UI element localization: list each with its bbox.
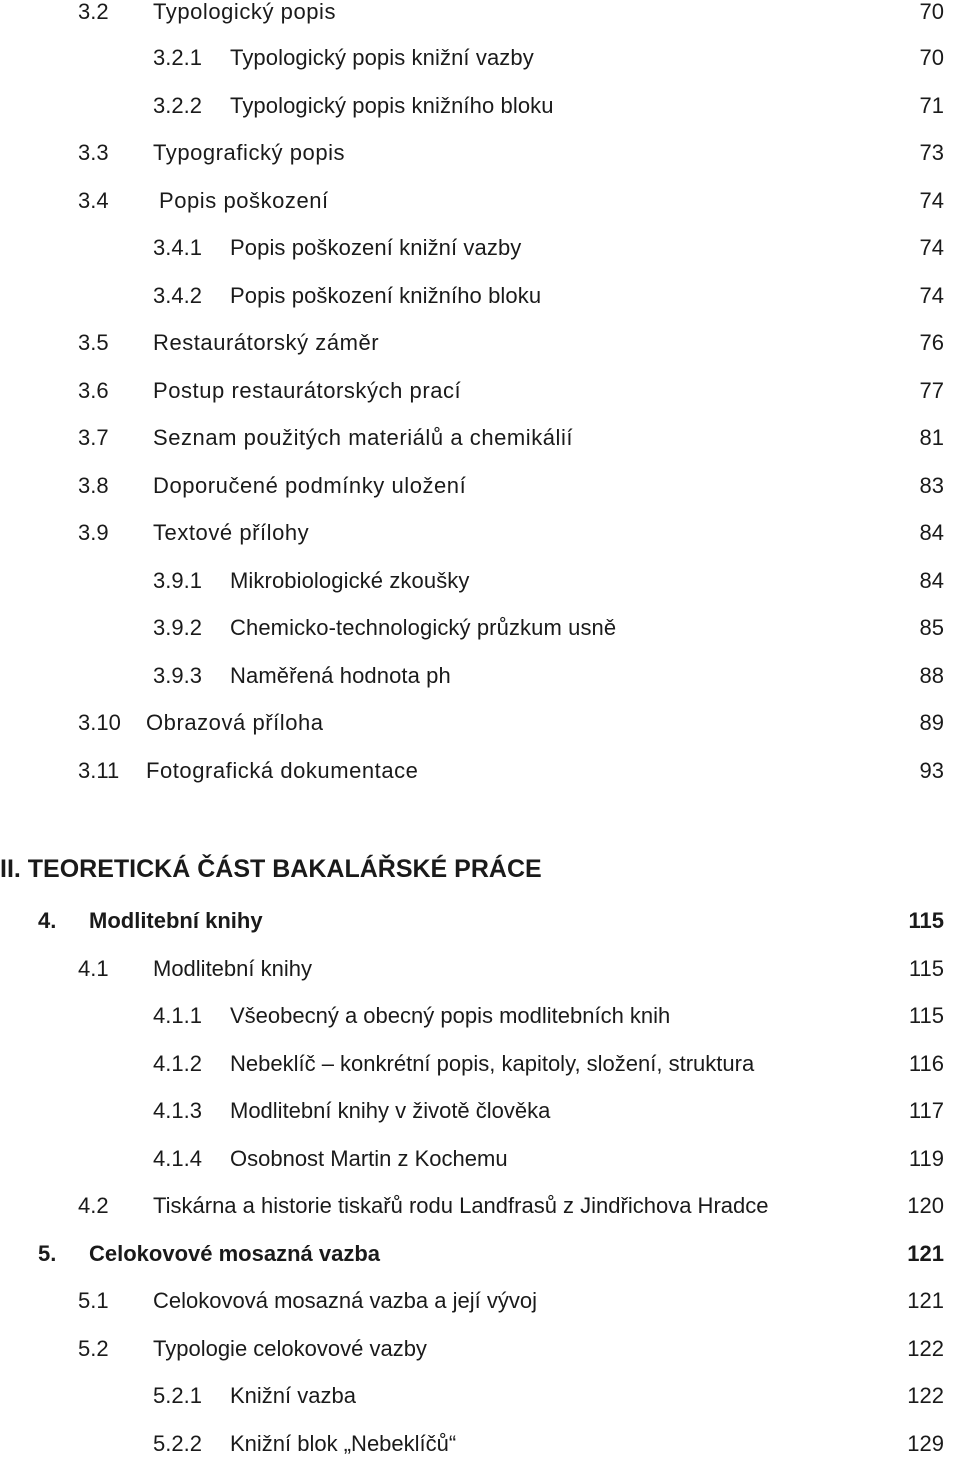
toc-entry-number: 4.1.2: [153, 1051, 202, 1076]
toc-entry-page: 121: [907, 1288, 944, 1313]
toc-entry-title: Popis poškození knižní vazby: [230, 235, 522, 260]
toc-entry-page: 73: [919, 140, 944, 165]
toc-entry-number: 3.5: [78, 330, 109, 355]
toc-entry[interactable]: [0, 1428, 960, 1460]
toc-entry-title: Osobnost Martin z Kochemu: [230, 1146, 508, 1171]
toc-entry[interactable]: [0, 42, 960, 74]
toc-entry-page: 115: [908, 956, 944, 981]
toc-entry-number: 4.: [38, 908, 57, 933]
toc-entry[interactable]: [0, 90, 960, 122]
toc-entry-number: 5.2: [78, 1336, 109, 1361]
toc-entry-page: 74: [919, 235, 944, 260]
toc-entry-number: 3.2: [78, 0, 109, 24]
toc-entry-title: Typologický popis knižní vazby: [230, 45, 534, 70]
toc-entry-title: Modlitební knihy: [153, 956, 312, 981]
toc-entry-page: 119: [908, 1146, 944, 1171]
toc-entry-title: Restaurátorský záměr: [153, 330, 380, 355]
toc-entry[interactable]: [0, 422, 960, 454]
toc-entry[interactable]: [0, 1048, 960, 1080]
toc-entry-page: 116: [908, 1051, 944, 1076]
toc-entry-title: Knižní blok „Nebeklíčů“: [230, 1431, 457, 1456]
part-heading: [0, 851, 960, 887]
toc-entry-number: 4.1.1: [153, 1003, 202, 1028]
toc-entry-title: Typologie celokovové vazby: [153, 1336, 427, 1361]
toc-entry[interactable]: [0, 470, 960, 502]
toc-entry-page: 117: [908, 1098, 944, 1123]
toc-entry-page: 76: [919, 330, 944, 355]
toc-entry[interactable]: [0, 327, 960, 359]
toc-entry[interactable]: [0, 755, 960, 787]
toc-entry-page: 89: [919, 710, 944, 735]
toc-entry-title: Modlitební knihy: [89, 908, 263, 933]
toc-entry-number: 4.1.4: [153, 1146, 202, 1171]
toc-entry-page: 83: [919, 473, 944, 498]
toc-entry-page: 88: [919, 663, 944, 688]
toc-entry-number: 3.9.3: [153, 663, 202, 688]
toc-entry-title: Seznam použitých materiálů a chemikálií: [153, 425, 574, 450]
toc-entry-page: 120: [907, 1193, 944, 1218]
toc-entry[interactable]: [0, 660, 960, 692]
toc-entry[interactable]: [0, 137, 960, 169]
toc-entry[interactable]: [0, 1143, 960, 1175]
toc-entry-title: Chemicko-technologický průzkum usně: [230, 615, 617, 640]
toc-entry-page: 121: [907, 1241, 944, 1266]
toc-entry-number: 5.2.2: [153, 1431, 202, 1456]
toc-entry[interactable]: [0, 1380, 960, 1412]
toc-entry-number: 3.8: [78, 473, 109, 498]
toc-entry-number: 3.9.2: [153, 615, 202, 640]
toc-entry-number: 3.4: [78, 188, 109, 213]
toc-entry[interactable]: [0, 517, 960, 549]
toc-entry[interactable]: [0, 565, 960, 597]
toc-entry-title: Mikrobiologické zkoušky: [230, 568, 470, 593]
toc-entry-page: 81: [919, 425, 944, 450]
toc-entry-page: 74: [919, 283, 944, 308]
toc-entry-number: 4.1.3: [153, 1098, 202, 1123]
toc-entry[interactable]: [0, 375, 960, 407]
toc-entry[interactable]: [0, 953, 960, 985]
toc-entry[interactable]: [0, 1190, 960, 1222]
toc-entry-title: Fotografická dokumentace: [146, 758, 419, 783]
toc-entry[interactable]: [0, 612, 960, 644]
toc-entry-title: Celokovové mosazná vazba: [89, 1241, 381, 1266]
toc-entry-page: 85: [919, 615, 944, 640]
toc-entry[interactable]: [0, 1095, 960, 1127]
toc-entry-title: Všeobecný a obecný popis modlitebních knih: [230, 1003, 671, 1028]
toc-entry-title: Nebeklíč – konkrétní popis, kapitoly, složení, struktura: [230, 1051, 755, 1076]
toc-entry[interactable]: [0, 280, 960, 312]
toc-entry-number: 3.10: [78, 710, 121, 735]
toc-entry-title: Popis poškození: [159, 188, 329, 213]
toc-entry-number: 3.2.2: [153, 93, 202, 118]
toc-entry-number: 5.1: [78, 1288, 109, 1313]
toc-entry-title: Typologický popis: [153, 0, 336, 24]
toc-entry-title: Postup restaurátorských prací: [153, 378, 462, 403]
toc-entry-title: Celokovová mosazná vazba a její vývoj: [153, 1288, 537, 1313]
toc-entry[interactable]: [0, 185, 960, 217]
toc-entry-title: Textové přílohy: [153, 520, 310, 545]
toc-entry-number: 3.4.2: [153, 283, 202, 308]
toc-entry-page: 93: [919, 758, 944, 783]
part-heading-title: II. TEORETICKÁ ČÁST BAKALÁŘSKÉ PRÁCE: [0, 855, 542, 883]
toc-entry-page: 122: [907, 1336, 944, 1361]
toc-entry-page: 70: [919, 45, 944, 70]
toc-entry-page: 84: [919, 520, 944, 545]
toc-entry[interactable]: [0, 232, 960, 264]
toc-entry-title: Typografický popis: [153, 140, 346, 165]
toc-entry[interactable]: [0, 1000, 960, 1032]
toc-entry-page: 71: [919, 93, 944, 118]
toc-entry-number: 3.9: [78, 520, 109, 545]
toc-entry-number: 3.3: [78, 140, 109, 165]
toc-entry-title: Doporučené podmínky uložení: [153, 473, 467, 498]
toc-entry-number: 4.2: [78, 1193, 109, 1218]
toc-entry[interactable]: [0, 1285, 960, 1317]
toc-chapter-entry[interactable]: [0, 905, 960, 937]
toc-entry-number: 3.7: [78, 425, 109, 450]
toc-entry-page: 115: [908, 908, 944, 933]
toc-entry-title: Knižní vazba: [230, 1383, 356, 1408]
toc-entry-page: 77: [919, 378, 944, 403]
toc-entry-title: Tiskárna a historie tiskařů rodu Landfrasů z Jindřichova Hradce: [153, 1193, 769, 1218]
toc-entry-title: Popis poškození knižního bloku: [230, 283, 542, 308]
toc-entry-number: 3.9.1: [153, 568, 202, 593]
toc-entry-number: 5.2.1: [153, 1383, 202, 1408]
toc-entry-number: 3.2.1: [153, 45, 202, 70]
toc-entry-title: Typologický popis knižního bloku: [230, 93, 554, 118]
toc-entry-page: 115: [908, 1003, 944, 1028]
toc-chapter-entry[interactable]: [0, 1238, 960, 1270]
toc-entry-number: 4.1: [78, 956, 109, 981]
toc-entry-page: 122: [907, 1383, 944, 1408]
toc-entry-title: Naměřená hodnota ph: [230, 663, 451, 688]
toc-entry-number: 3.6: [78, 378, 109, 403]
toc-entry-number: 3.4.1: [153, 235, 202, 260]
toc-entry-number: 3.11: [78, 758, 120, 783]
toc-entry-page: 84: [919, 568, 944, 593]
toc-entry-number: 5.: [38, 1241, 57, 1266]
toc-entry-page: 74: [919, 188, 944, 213]
toc-entry[interactable]: [0, 0, 960, 28]
toc-entry[interactable]: [0, 707, 960, 739]
toc-entry-page: 70: [919, 0, 944, 24]
toc-entry[interactable]: [0, 1333, 960, 1365]
toc-entry-page: 129: [907, 1431, 944, 1456]
toc-entry-title: Modlitební knihy v životě člověka: [230, 1098, 551, 1123]
toc-entry-title: Obrazová příloha: [146, 710, 324, 735]
